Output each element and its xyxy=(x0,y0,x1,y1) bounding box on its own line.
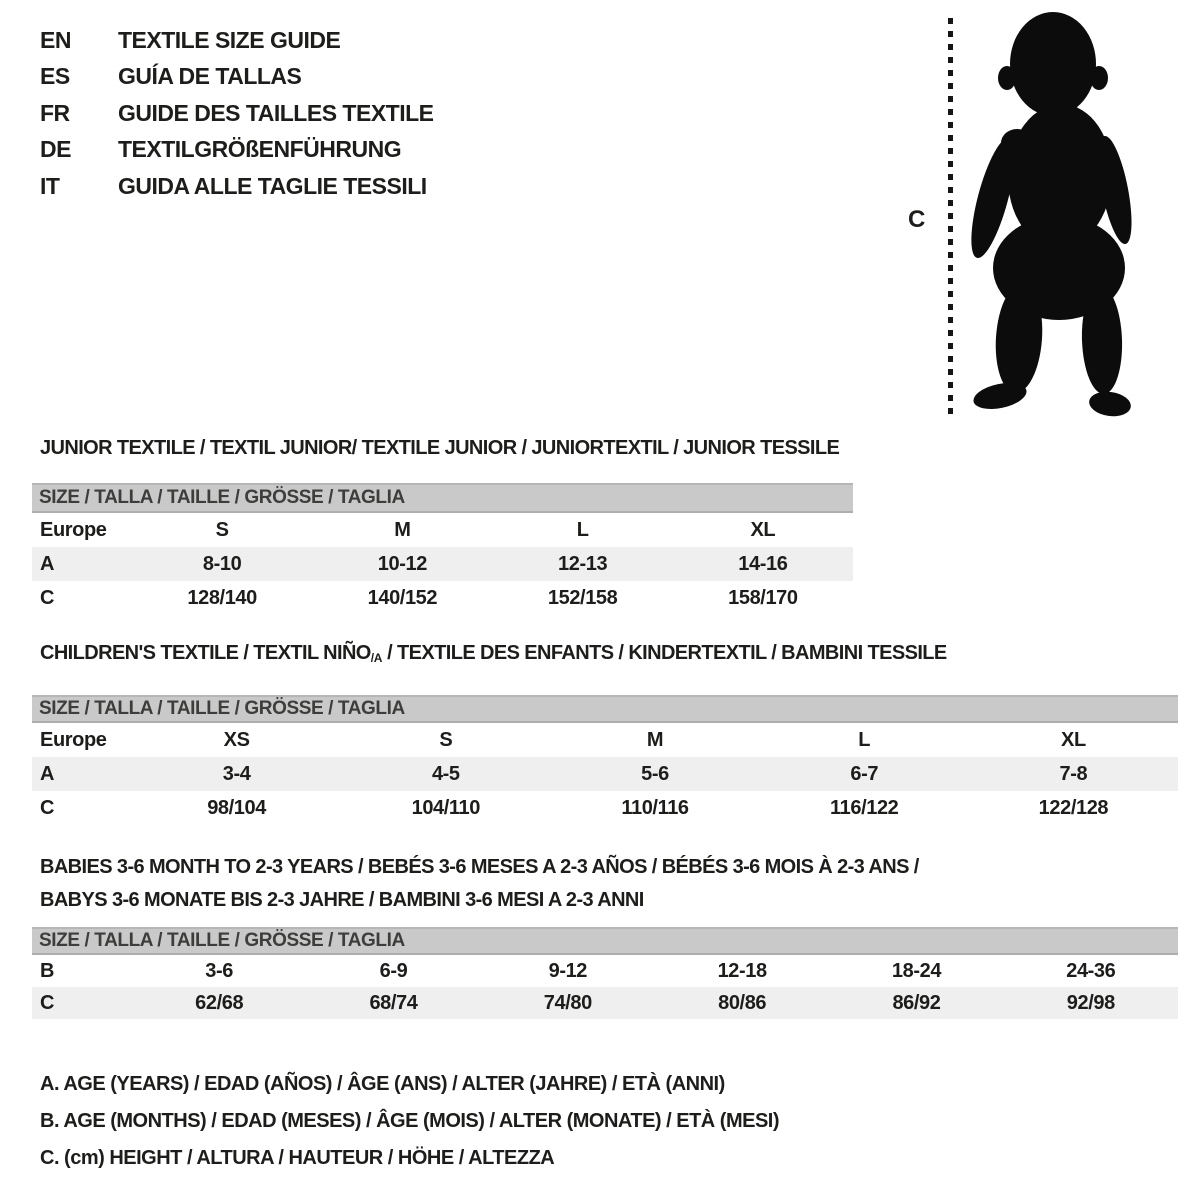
age-cell: 3-4 xyxy=(222,762,251,785)
age-cell: 8-10 xyxy=(202,552,242,575)
height-cell: 140/152 xyxy=(367,586,438,609)
height-cell: 152/158 xyxy=(547,586,618,609)
table-row-height-cm xyxy=(32,791,1178,825)
guide-title: GUÍA DE TALLAS xyxy=(118,63,302,90)
title-subscript: /A xyxy=(370,651,383,665)
age-cell: 10-12 xyxy=(377,552,427,575)
size-header-band: SIZE / TALLA / TAILLE / GRÖSSE / TAGLIA xyxy=(32,695,1178,723)
language-row-fr xyxy=(40,95,434,132)
row-label: A xyxy=(40,762,55,785)
table-row-age-years xyxy=(32,547,853,581)
size-header-band: SIZE / TALLA / TAILLE / GRÖSSE / TAGLIA xyxy=(32,927,1178,955)
height-cell: 68/74 xyxy=(369,991,418,1014)
language-code: EN xyxy=(40,26,71,53)
age-cell: 12-13 xyxy=(558,552,608,575)
size-cell: M xyxy=(646,728,664,751)
measurement-legend xyxy=(40,1066,779,1177)
height-cell: 116/122 xyxy=(830,796,899,819)
row-label: Europe xyxy=(40,518,107,541)
table-row-europe xyxy=(32,513,853,547)
row-label: C xyxy=(40,991,55,1014)
size-cell: M xyxy=(394,518,411,541)
row-label: B xyxy=(40,959,55,982)
language-title-list xyxy=(40,22,434,205)
babies-textile-table xyxy=(32,851,1178,1019)
age-cell: 9-12 xyxy=(548,959,588,982)
height-cell: 158/170 xyxy=(728,586,798,609)
babies-table-title xyxy=(32,851,1178,917)
age-cell: 6-7 xyxy=(850,762,879,785)
size-cell: S xyxy=(439,728,453,751)
height-cell: 74/80 xyxy=(543,991,592,1014)
childrens-table-title xyxy=(32,641,1178,670)
legend-age-months: B. AGE (MONTHS) / EDAD (MESES) / ÂGE (MOIS) / ALTER (MONATE) / ETÀ (MESI) xyxy=(40,1110,780,1132)
language-row-en xyxy=(40,22,434,59)
age-cell: 5-6 xyxy=(641,762,669,785)
height-cell: 122/128 xyxy=(1038,796,1109,819)
table-row-europe xyxy=(32,723,1178,757)
height-cell: 98/104 xyxy=(207,796,266,819)
table-row-height-cm xyxy=(32,581,853,615)
language-row-es xyxy=(40,59,434,96)
babies-title-line-2: BABYS 3-6 MONATE BIS 2-3 JAHRE / BAMBINI 3-6 MESI A 2-3 ANNI xyxy=(40,889,644,911)
table-row-age-months xyxy=(32,955,1178,987)
babies-title-line-1: BABIES 3-6 MONTH TO 2-3 YEARS / BEBÉS 3-6 MESES A 2-3 AÑOS / BÉBÉS 3-6 MOIS À 2-3 ANS / xyxy=(40,856,919,878)
height-measure-label: C xyxy=(908,206,926,233)
legend-height-cm: C. (cm) HEIGHT / ALTURA / HAUTEUR / HÖHE / ALTEZZA xyxy=(40,1147,555,1169)
language-code: ES xyxy=(40,63,70,90)
row-label: C xyxy=(40,586,55,609)
size-cell: S xyxy=(215,518,229,541)
height-cell: 80/86 xyxy=(718,991,767,1014)
language-code: DE xyxy=(40,136,71,163)
size-cell: L xyxy=(576,518,589,541)
age-cell: 12-18 xyxy=(717,959,767,982)
toddler-silhouette-icon xyxy=(955,8,1145,420)
table-row-age-years xyxy=(32,757,1178,791)
title-text: CHILDREN'S TEXTILE / TEXTIL NIÑO xyxy=(40,642,371,664)
babies-table-grid xyxy=(32,927,1178,1019)
size-cell: L xyxy=(858,728,871,751)
guide-title: TEXTILGRÖßENFÜHRUNG xyxy=(118,136,402,163)
legend-age-years: A. AGE (YEARS) / EDAD (AÑOS) / ÂGE (ANS) / ALTER (JAHRE) / ETÀ (ANNI) xyxy=(40,1073,725,1095)
junior-textile-table xyxy=(32,436,853,615)
height-measure-dashed-line xyxy=(948,18,953,416)
table-row-height-cm xyxy=(32,987,1178,1019)
height-cell: 110/116 xyxy=(621,796,689,819)
language-code: IT xyxy=(40,172,60,199)
age-cell: 3-6 xyxy=(205,959,234,982)
height-cell: 86/92 xyxy=(892,991,941,1014)
row-label: Europe xyxy=(40,728,107,751)
height-cell: 62/68 xyxy=(195,991,244,1014)
childrens-table-grid xyxy=(32,695,1178,825)
age-cell: 6-9 xyxy=(379,959,408,982)
size-header-band: SIZE / TALLA / TAILLE / GRÖSSE / TAGLIA xyxy=(32,483,853,513)
size-cell: XS xyxy=(223,728,250,751)
age-cell: 24-36 xyxy=(1066,959,1116,982)
guide-title: GUIDA ALLE TAGLIE TESSILI xyxy=(118,172,427,199)
height-cell: 92/98 xyxy=(1066,991,1115,1014)
row-label: A xyxy=(40,552,55,575)
junior-table-title: JUNIOR TEXTILE / TEXTIL JUNIOR/ TEXTILE JUNIOR / JUNIORTEXTIL / JUNIOR TESSILE xyxy=(40,437,840,459)
size-cell: XL xyxy=(1061,728,1086,751)
childrens-textile-table xyxy=(32,641,1178,825)
guide-title: TEXTILE SIZE GUIDE xyxy=(118,26,341,53)
age-cell: 7-8 xyxy=(1059,762,1088,785)
height-cell: 128/140 xyxy=(187,586,257,609)
language-code: FR xyxy=(40,99,70,126)
age-cell: 4-5 xyxy=(431,762,460,785)
junior-table-grid xyxy=(32,483,853,615)
size-cell: XL xyxy=(750,518,776,541)
title-text: / TEXTILE DES ENFANTS / KINDERTEXTIL / BAMBINI TESSILE xyxy=(382,642,947,664)
age-cell: 18-24 xyxy=(891,959,942,982)
language-row-it xyxy=(40,168,434,205)
age-cell: 14-16 xyxy=(738,552,788,575)
height-cell: 104/110 xyxy=(411,796,480,819)
guide-title: GUIDE DES TAILLES TEXTILE xyxy=(118,99,434,126)
language-row-de xyxy=(40,132,434,169)
row-label: C xyxy=(40,796,55,819)
